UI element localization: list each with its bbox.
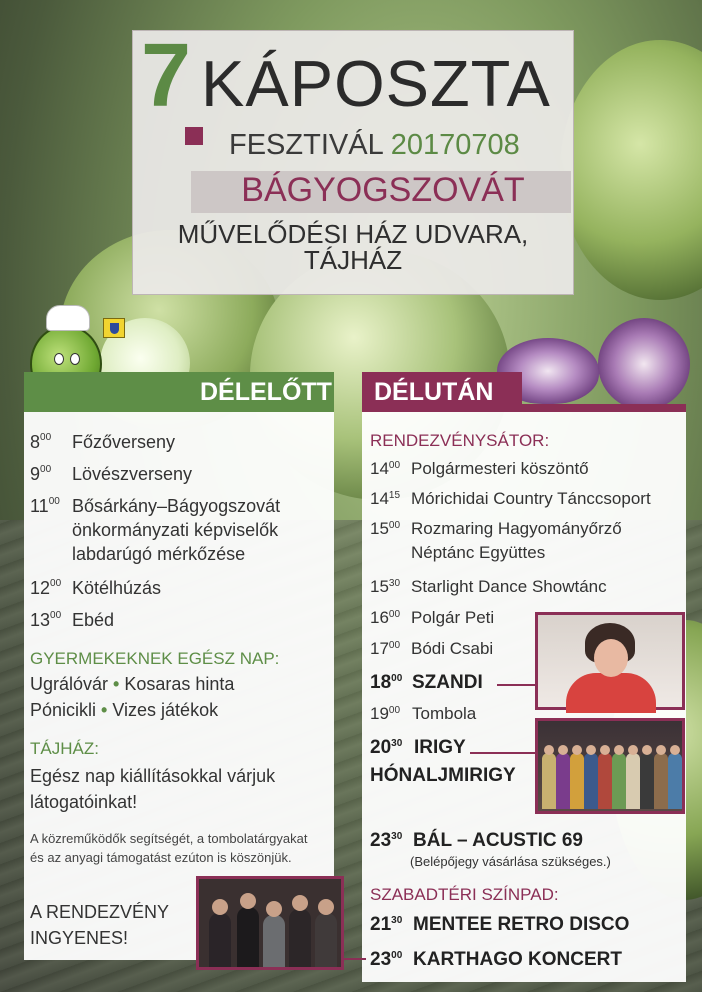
event-time: $15^{30}$ — [370, 577, 401, 596]
venue: MŰVELŐDÉSI HÁZ UDVARA, TÁJHÁZ — [177, 219, 529, 275]
festival-date: 20170708 — [390, 129, 520, 161]
event-name: Néptánc Együttes — [411, 543, 546, 562]
event-name: Mórichidai Country Tánccsoport — [411, 489, 651, 508]
event-name: Starlight Dance Showtánc — [411, 577, 607, 596]
mascot-eye-icon — [54, 353, 64, 365]
event-time: $15^{00}$ — [370, 519, 401, 538]
event-name: Bódi Csabi — [411, 639, 494, 658]
event-name: Lövészverseny — [72, 464, 193, 484]
edition-dot — [185, 127, 203, 145]
irigy-time: $20^{30}$ — [370, 737, 403, 758]
ball-note: (Belépőjegy vásárlása szükséges.) — [410, 854, 611, 869]
poster-header — [132, 26, 574, 295]
free-entry-line: A RENDEZVÉNY — [30, 902, 170, 922]
band-photo — [196, 876, 344, 970]
kids-line — [30, 672, 234, 697]
free-entry-line: INGYENES! — [30, 928, 129, 948]
kids-item: Kosaras hinta — [124, 674, 235, 694]
afternoon-heading-bar — [362, 372, 522, 412]
event-name: Ebéd — [72, 610, 115, 630]
village-name: BÁGYOGSZOVÁT — [241, 171, 525, 209]
event-name: Bősárkány–Bágyogszovát — [72, 496, 281, 516]
kids-item: Vizes játékok — [112, 700, 219, 720]
background-cabbage — [560, 40, 702, 300]
event-time: $16^{00}$ — [370, 608, 401, 627]
kids-item: Ugrálóvár — [30, 674, 109, 694]
chef-hat-icon — [46, 305, 90, 331]
tombola-name: Tombola — [412, 704, 477, 723]
festival-title: KÁPOSZTA — [201, 47, 551, 120]
event-time: $14^{15}$ — [370, 489, 401, 508]
morning-heading-bar — [24, 372, 334, 412]
event-time: $11^{00}$ — [30, 496, 60, 516]
outdoor-time: $23^{00}$ — [370, 949, 403, 970]
irigy-name: IRIGY — [414, 737, 466, 758]
afternoon-heading-line — [522, 404, 686, 412]
morning-heading: DÉLELŐTT — [200, 378, 332, 406]
event-name: Polgármesteri köszöntő — [411, 459, 589, 478]
event-time: $8^{00}$ — [30, 432, 52, 452]
event-name: Főzőverseny — [72, 432, 176, 452]
event-time: $14^{00}$ — [370, 459, 401, 478]
kids-heading: GYERMEKEKNEK EGÉSZ NAP: — [30, 649, 280, 668]
ball-time: $23^{30}$ — [370, 830, 403, 851]
thanks-line: A közreműködők segítségét, a tombolatárgyakat — [30, 831, 308, 846]
bullet-icon: • — [101, 700, 113, 720]
bullet-icon: • — [113, 674, 125, 694]
event-name: Kötélhúzás — [72, 578, 162, 598]
kids-line — [30, 698, 218, 723]
irigy-name: HÓNALJMIRIGY — [370, 765, 516, 786]
irigy-photo — [535, 718, 685, 814]
connector-line — [470, 752, 535, 754]
ball-name: BÁL – ACUSTIC 69 — [413, 830, 583, 851]
tombola-time: $19^{00}$ — [370, 704, 401, 723]
outdoor-name: KARTHAGO KONCERT — [413, 949, 622, 970]
tajhaz-heading: TÁJHÁZ: — [30, 739, 99, 758]
event-name: Polgár Peti — [411, 608, 495, 627]
connector-line — [344, 958, 366, 960]
event-name: labdarúgó mérkőzése — [72, 544, 246, 564]
outdoor-time: $21^{30}$ — [370, 914, 403, 935]
event-name: Rozmaring Hagyományőrző — [411, 519, 622, 538]
outdoor-heading: SZABADTÉRI SZÍNPAD: — [370, 885, 559, 904]
thanks-line: és az anyagi támogatást ezúton is köszönjük. — [30, 850, 292, 865]
szandi-time: $18^{00}$ — [370, 672, 403, 693]
outdoor-name: MENTEE RETRO DISCO — [413, 914, 630, 935]
festival-subtitle — [229, 131, 520, 160]
afternoon-heading: DÉLUTÁN — [374, 378, 494, 406]
tent-heading: RENDEZVÉNYSÁTOR: — [370, 431, 550, 450]
event-time: $12^{00}$ — [30, 578, 62, 598]
event-time: $17^{00}$ — [370, 639, 401, 658]
festival-word: FESZTIVÁL — [229, 129, 383, 161]
szandi-photo — [535, 612, 685, 710]
coat-of-arms-icon — [103, 318, 125, 338]
red-cabbage-image — [598, 318, 690, 410]
event-time: $13^{00}$ — [30, 610, 62, 630]
connector-line — [497, 684, 535, 686]
kids-item: Pónicikli — [30, 700, 97, 720]
event-time: $9^{00}$ — [30, 464, 52, 484]
tajhaz-line: látogatóinkat! — [30, 792, 138, 812]
tajhaz-line: Egész nap kiállításokkal várjuk — [30, 766, 276, 786]
mascot-eye-icon — [70, 353, 80, 365]
event-name: önkormányzati képviselők — [72, 520, 279, 540]
szandi-name: SZANDI — [412, 672, 483, 693]
edition-number: 7 — [141, 26, 192, 126]
